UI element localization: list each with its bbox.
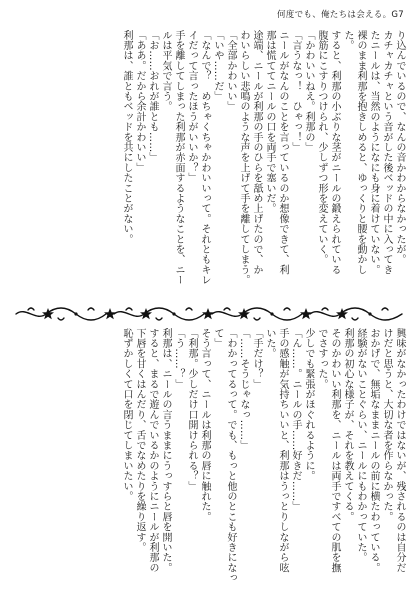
- text-line: 少しでも緊張がほぐれるように。: [303, 328, 314, 481]
- text-line: 途端、ニールが利那の手のひらを舐め上げたので、か: [251, 30, 262, 275]
- text-line: 那は慌ててニールの口を両手で塞いだ。: [264, 30, 275, 214]
- text-line: 「利那。少しだけ口開けられる？」: [186, 328, 197, 492]
- text-line: 「全部かわいい」: [225, 30, 236, 112]
- text-line: 手を離してしまった利那が赤面するようなことを、ニー: [173, 30, 184, 285]
- text-line: 「う……？」: [173, 328, 184, 390]
- text-line: 下唇を甘くはんだり、舌でなめたりを繰り返す。: [134, 328, 145, 553]
- running-header: 何度でも、俺たちは会える。G7: [277, 10, 404, 20]
- text-line: 腹筋にこすりつけられ、少しずつ形を変えていく。: [316, 30, 327, 265]
- text-line: 手の感触が気持ちいいと、利那はうっとりしながら呟: [277, 328, 288, 573]
- text-line: けだと思うと、大切な者を作らなかった。: [381, 328, 392, 522]
- text-line: 「言うなっ！ ひゃっ！」: [290, 30, 301, 153]
- text-line: 「ん……。ニールの手……好きだ……」: [290, 328, 301, 512]
- text-line: て」: [212, 328, 223, 349]
- text-line: 「お……おれが誰とも……」: [147, 30, 158, 163]
- text-line: そう言って、ニールは利那の唇に触れた。: [199, 328, 210, 522]
- text-line: そのかわいい利那を、ニールは両手ですべての肌を撫: [329, 328, 340, 573]
- text-line: 「……そうじゃなっ……」: [238, 328, 249, 451]
- text-line: 利那は、ニールの言うままにうっすらと唇を開いた。: [160, 328, 171, 573]
- text-line: 利那の初心な様子が、それを教えてくる。: [342, 328, 353, 522]
- text-line: 裸のまま利那を抱きしめると、ゆっくりと腰を動かし: [355, 30, 366, 275]
- text-line: 「わかってるって。でも、もっと他のとこも好きになっ: [225, 328, 236, 583]
- ornamental-divider: [14, 304, 404, 324]
- text-line: 経験がないことぐらい、ニールにもわかっていた。: [355, 328, 366, 563]
- text-line: 「ああ。だから余計かわいい」: [134, 30, 145, 173]
- text-line: た。: [342, 30, 353, 51]
- text-line: たニールは、当然のようになにも身に着けていない。: [368, 30, 379, 275]
- text-line: すると、まるで遊んでいるかのようにニールが利那の: [147, 328, 158, 573]
- text-line: ニールがなんのことを言っているのか想像できて、利: [277, 30, 288, 275]
- text-line: り込んでいるので、なんの音かわからなかったが。: [394, 30, 405, 265]
- text-line: 恥ずかしくて口を閉じてしまいたい。: [121, 328, 132, 502]
- text-line: 「いや……だ」: [212, 30, 223, 102]
- text-line: いた。: [264, 328, 275, 359]
- text-line: すると、利那の小ぶりな茎がニールの鍛えられている: [329, 30, 340, 275]
- text-block-lower: [16, 328, 406, 583]
- text-line: 興味がなかったわけではないが、残されるのは自分だ: [394, 328, 405, 573]
- text-line: 利那は、誰ともベッドを共にしたことがない。: [121, 30, 132, 245]
- text-line: 「なんで？ めちゃくちゃかわいいって。それともキレ: [199, 30, 210, 285]
- text-line: 「手だけ？」: [251, 328, 262, 390]
- text-line: イだって言ったほうがいいか？」: [186, 30, 197, 183]
- text-block-upper: [16, 30, 406, 285]
- text-line: ルは平気で言う。: [160, 30, 171, 112]
- text-line: でさすった。: [316, 328, 327, 390]
- text-line: カチャカチャという音がした後ベッドの中に入ってき: [381, 30, 392, 275]
- text-line: おかげで、無垢なままニールの前に横たわっている。: [368, 328, 379, 573]
- text-line: わいらしい悲鳴のような声を上げて手を離してしまう。: [238, 30, 249, 285]
- text-line: 「かわいいねえ。利那の」: [303, 30, 314, 153]
- star-vine-divider-icon: [14, 304, 404, 324]
